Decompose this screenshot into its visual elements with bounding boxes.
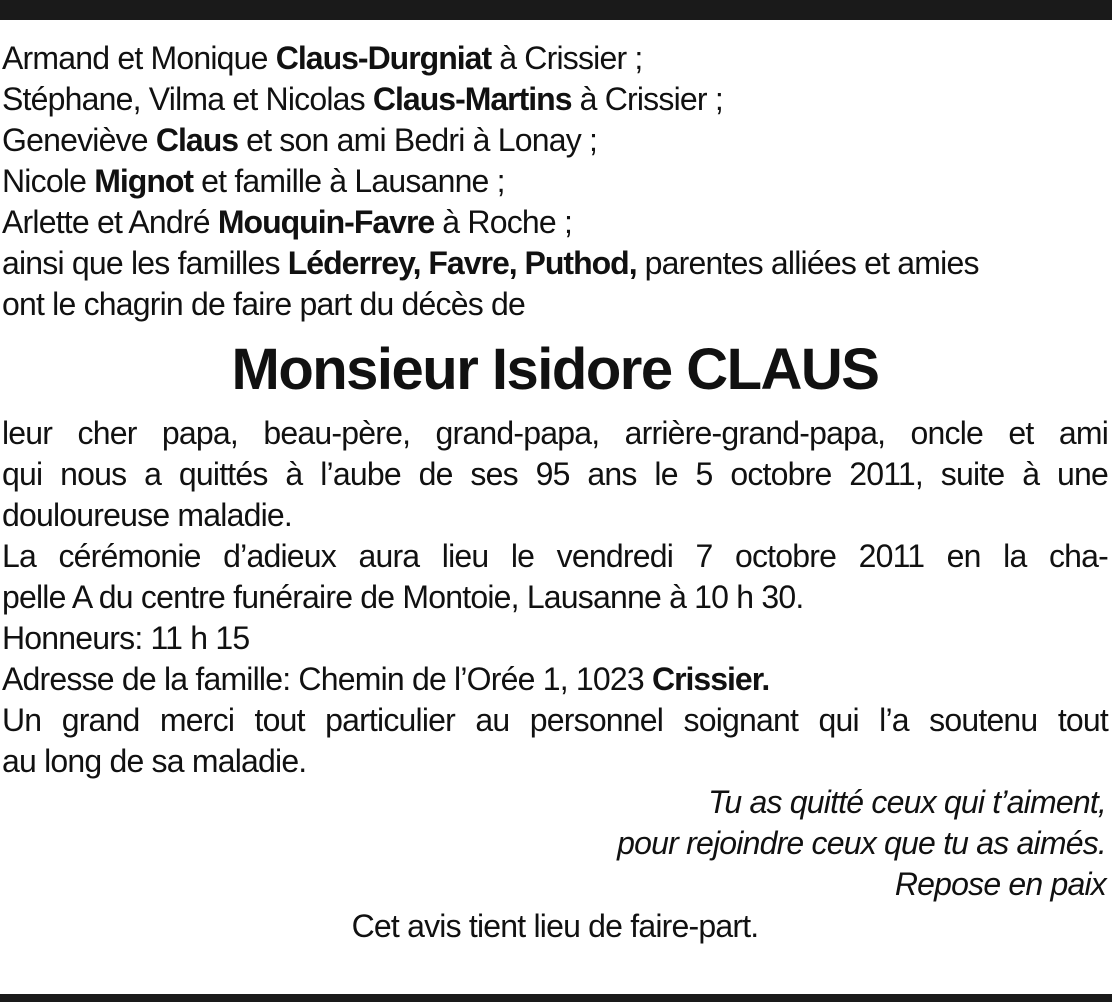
family-line-4 (2, 161, 1108, 202)
body-line-2: qui nous a quittés à l’aube de ses 95 ans le 5 octobre 2011, suite à une (2, 456, 1108, 492)
family-name-text: Stéphane, Vilma et Nicolas (2, 81, 373, 117)
thanks-line-1: Un grand merci tout particulier au personnel soignant qui l’a soutenu tout (2, 702, 1108, 738)
family-name-text: ainsi que les familles (2, 245, 288, 281)
family-location-text: et famille à Lausanne ; (193, 163, 505, 199)
top-rule (0, 0, 1112, 20)
honneurs-line: Honneurs: 11 h 15 (2, 620, 250, 656)
family-surname: Léderrey, Favre, Puthod, (287, 245, 637, 281)
poem-line-3: Repose en paix (894, 866, 1106, 902)
body-line-1: leur cher papa, beau-père, grand-papa, arrière-grand-papa, oncle et ami (2, 415, 1108, 451)
announcement-line: ont le chagrin de faire part du décès de (2, 286, 526, 322)
closing-note: Cet avis tient lieu de faire-part. (351, 908, 759, 944)
family-surname: Claus-Durgniat (275, 40, 492, 76)
poem-line-2: pour rejoindre ceux que tu as aimés. (617, 825, 1106, 861)
body-line-4: La cérémonie d’adieux aura lieu le vendredi 7 octobre 2011 en la cha- (2, 538, 1108, 574)
body-line-5: pelle A du centre funéraire de Montoie, Lausanne à 10 h 30. (2, 579, 804, 615)
address-text: Adresse de la famille: Chemin de l’Orée 1, 1023 (2, 661, 652, 697)
obituary-notice (2, 38, 1108, 947)
family-name-text: Armand et Monique (2, 40, 276, 76)
family-location-text: à Roche ; (434, 204, 573, 240)
deceased-name: Monsieur Isidore CLAUS (231, 337, 879, 402)
family-location-text: parentes alliées et amies (636, 245, 979, 281)
thanks-line-2: au long de sa maladie. (2, 743, 307, 779)
body-line-3: douloureuse maladie. (2, 497, 292, 533)
family-line-1 (2, 38, 1108, 79)
address-city: Crissier. (651, 661, 770, 697)
family-surname: Claus-Martins (372, 81, 572, 117)
family-line-6 (2, 243, 1108, 284)
family-location-text: et son ami Bedri à Lonay ; (238, 122, 598, 158)
poem-line-1: Tu as quitté ceux qui t’aiment, (708, 784, 1106, 820)
family-location-text: à Crissier ; (491, 40, 643, 76)
family-name-text: Nicole (2, 163, 95, 199)
family-address-line (2, 659, 1108, 700)
family-location-text: à Crissier ; (571, 81, 723, 117)
bottom-rule (0, 994, 1112, 1002)
family-line-3 (2, 120, 1108, 161)
family-name-text: Arlette et André (2, 204, 218, 240)
family-surname: Claus (155, 122, 239, 158)
family-surname: Mignot (94, 163, 194, 199)
family-line-2 (2, 79, 1108, 120)
family-name-text: Geneviève (2, 122, 156, 158)
family-line-5 (2, 202, 1108, 243)
family-surname: Mouquin-Favre (217, 204, 435, 240)
